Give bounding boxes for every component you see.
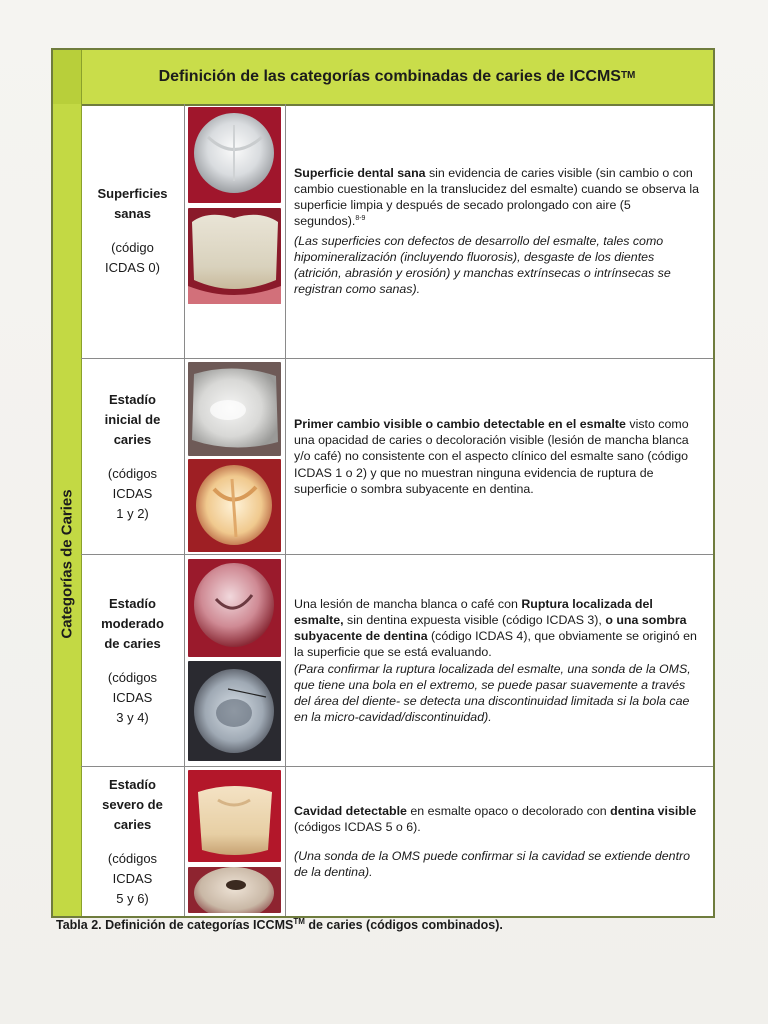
tooth-photo-extensive-dentin <box>188 867 281 913</box>
table-row-initial <box>81 359 713 555</box>
category-code: (código ICDAS 0) <box>105 240 160 275</box>
description-note <box>294 848 701 880</box>
description-main <box>294 416 701 497</box>
description-text: Una lesión de mancha blanca o café con <box>294 596 522 611</box>
category-code: (códigos ICDAS 5 y 6) <box>107 850 158 906</box>
description-cell <box>286 104 713 358</box>
description-bold: Primer cambio visible o cambio detectable en el esmalte <box>294 416 626 431</box>
description-bold: o una sombra subyacente de dentina <box>294 612 687 644</box>
tooth-photo-extensive-cavity <box>188 770 281 862</box>
description-text: visto como una opacidad de caries o decoloración visible (lesión de mancha blanca y/o café) no consistente con el aspecto clínico del esmalte sano (código ICDAS 1 o 2) y que no muestran ninguna evidencia de ruptura de superficie o sombra subyacente en dentina. <box>294 416 689 496</box>
table-caption <box>56 917 503 932</box>
description-main <box>294 803 701 835</box>
description-bold: Cavidad detectable <box>294 804 407 819</box>
tooth-photo-initial-white <box>188 362 281 456</box>
description-cell <box>286 555 713 766</box>
side-category-label: Categorías de Caries <box>58 489 76 639</box>
image-cell <box>185 104 286 358</box>
trademark-sup: TM <box>620 69 636 81</box>
tooth-photo-buccal-sound <box>188 208 281 304</box>
description-text: sin dentina expuesta visible (código ICDAS 3), <box>343 612 606 627</box>
description-cell <box>286 767 713 916</box>
description-note <box>294 661 701 726</box>
description-bold: Superficie dental sana <box>294 165 426 180</box>
description-italic: (Una sonda de la OMS puede confirmar si la cavidad se extiende dentro de la dentina). <box>294 848 691 879</box>
description-italic: (Para confirmar la ruptura localizada del esmalte, una sonda de la OMS, que tiene una bola en el extremo, se puede pasar suavemente a través del área del diente- se detecta una discontinuidad limitada si la bola cae en la micro-cavidad/discontinuidad). <box>294 661 691 725</box>
category-name: Estadío inicial de caries <box>104 391 161 447</box>
description-text: en esmalte opaco o decolorado con <box>406 804 611 819</box>
tooth-photo-initial-brown <box>188 459 281 552</box>
image-cell <box>185 359 286 554</box>
header-corner-cell <box>53 50 82 104</box>
table-row-moderate <box>81 555 713 767</box>
table-title-text: Definición de las categorías combinadas de caries de ICCMS <box>158 68 621 85</box>
reference-sup: 8-9 <box>355 215 366 223</box>
category-code: (códigos ICDAS 1 y 2) <box>107 465 158 521</box>
table-row-extensive <box>81 767 713 916</box>
description-main <box>294 165 701 233</box>
category-name: Estadío moderado de caries <box>101 595 164 651</box>
description-text: (código ICDAS 4), que obviamente se originó en la superficie que se está evaluando. <box>294 629 697 660</box>
category-code: (códigos ICDAS 3 y 4) <box>107 669 158 725</box>
caption-trademark: TM <box>293 917 305 926</box>
category-cell <box>81 104 185 358</box>
description-italic: (Las superficies con defectos de desarrollo del esmalte, tales como hipomineralización (incluyendo fluorosis), desgaste de los dientes (atrición, abrasión y erosión) y manchas extrínsecas o intrínsecas se registran como sanas). <box>294 233 671 297</box>
caption-text: Tabla 2. Definición de categorías ICCMS <box>56 918 294 933</box>
category-cell <box>81 555 185 766</box>
iccms-table <box>51 48 715 918</box>
category-cell <box>81 767 185 916</box>
category-cell <box>81 359 185 554</box>
description-text: (códigos ICDAS 5 o 6). <box>294 820 421 835</box>
tooth-photo-moderate-shadow <box>188 661 281 761</box>
description-bold: dentina visible <box>610 804 697 819</box>
table-row-sound <box>81 104 713 359</box>
description-text: sin evidencia de caries visible (sin cambio o con cambio cuestionable en la translucidez del esmalte) cuando se observa la superficie limpia y después de secado prolongado con aire (5 segundos). <box>294 165 699 229</box>
tooth-photo-moderate-breakdown <box>188 559 281 657</box>
description-bold: Ruptura localizada del esmalte, <box>294 596 653 627</box>
image-cell <box>185 767 286 916</box>
side-category-band <box>53 104 82 916</box>
image-cell <box>185 555 286 766</box>
tooth-photo-occlusal-sound <box>188 107 281 203</box>
description-note <box>294 233 701 298</box>
description-cell <box>286 359 713 554</box>
caption-text-end: de caries (códigos combinados). <box>304 918 503 933</box>
category-name: Superficies sanas <box>97 186 168 221</box>
table-title <box>81 50 713 104</box>
table-header <box>53 50 713 106</box>
description-main <box>294 596 701 661</box>
category-name: Estadío severo de caries <box>102 776 163 832</box>
